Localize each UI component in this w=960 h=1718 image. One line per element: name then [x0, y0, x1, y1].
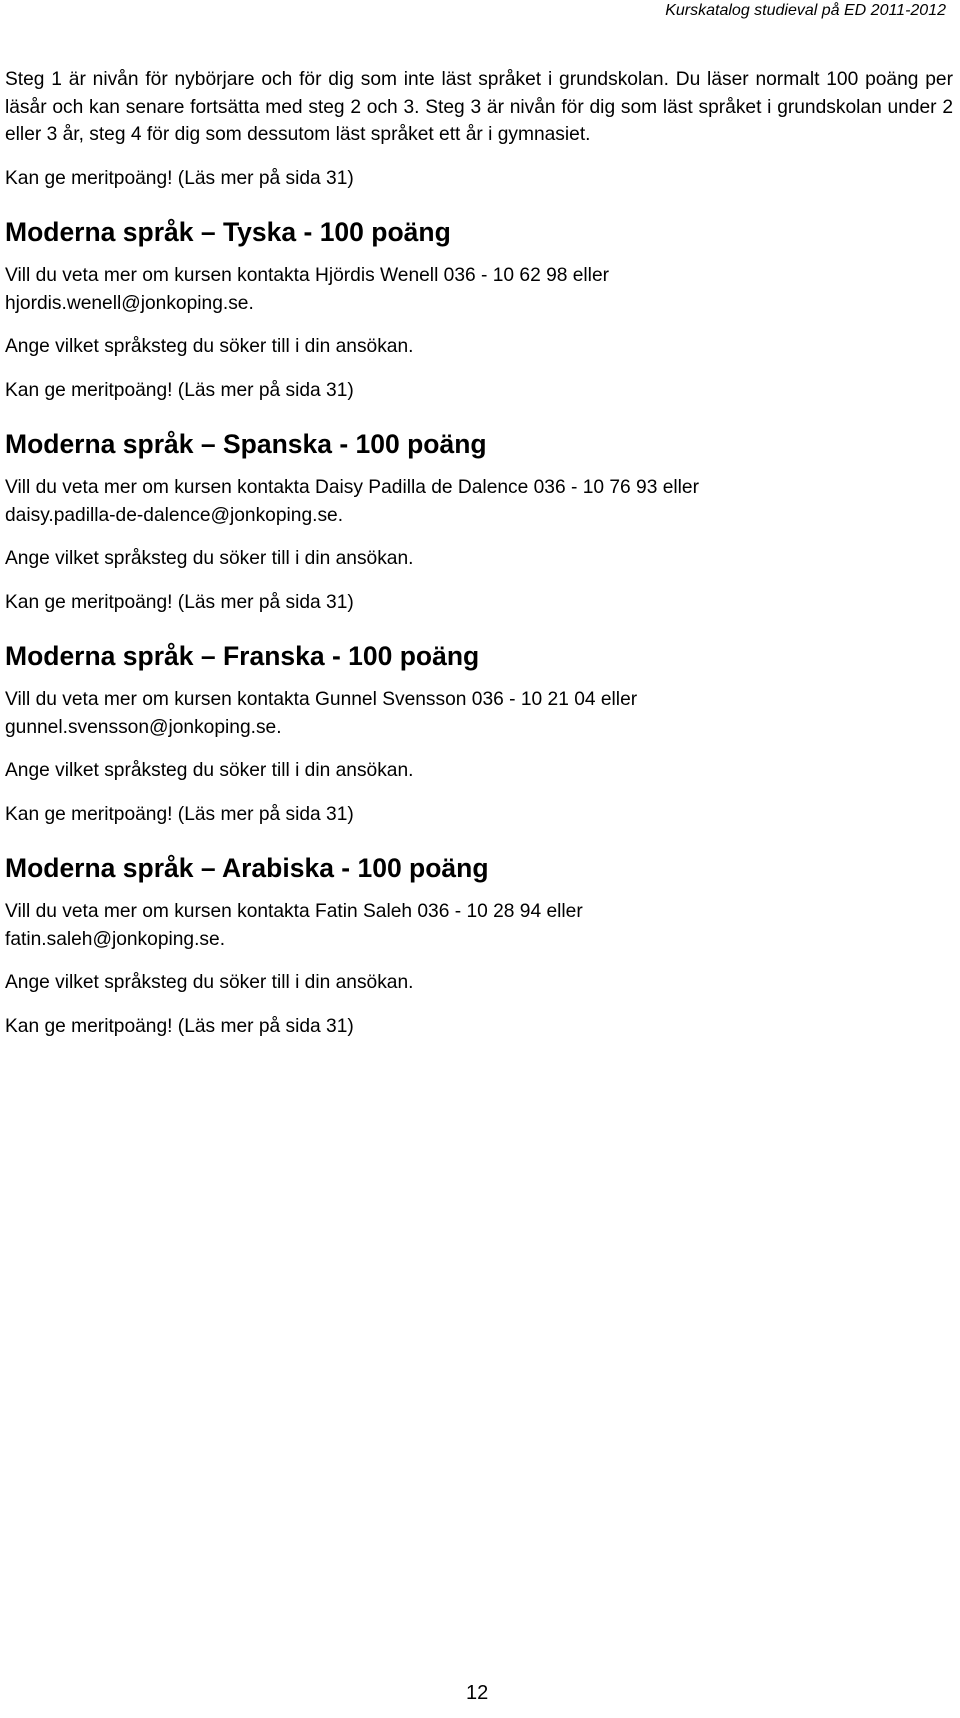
course-franska	[5, 640, 953, 828]
intro-merit-note: Kan ge meritpoäng! (Läs mer på sida 31)	[5, 167, 354, 189]
course-spanska	[5, 428, 953, 616]
running-header: Kurskatalog studieval på ED 2011-2012	[665, 2, 946, 19]
course-arabiska	[5, 852, 953, 1040]
contact-line: Vill du veta mer om kursen kontakta Gunnel Svensson 036 - 10 21 04 eller	[5, 689, 638, 710]
contact-line: Vill du veta mer om kursen kontakta Hjördis Wenell 036 - 10 62 98 eller	[5, 265, 610, 286]
course-heading: Moderna språk – Franska - 100 poäng	[5, 641, 480, 671]
merit-note: Kan ge meritpoäng! (Läs mer på sida 31)	[5, 379, 354, 401]
application-note: Ange vilket språksteg du söker till i din ansökan.	[5, 972, 414, 993]
course-tyska	[5, 216, 953, 404]
merit-note: Kan ge meritpoäng! (Läs mer på sida 31)	[5, 1015, 354, 1037]
intro-paragraph: Steg 1 är nivån för nybörjare och för dig som inte läst språket i grundskolan. Du läser normalt 100 poäng per läsår och kan senare fortsätta med steg 2 och 3. Steg 3 är nivån för dig som läst språket i grundskolan under 2 eller 3 år, steg 4 för dig som dessutom läst språket ett år i gymnasiet.	[5, 69, 953, 145]
contact-email: daisy.padilla-de-dalence@jonkoping.se.	[5, 504, 344, 526]
contact-line: Vill du veta mer om kursen kontakta Daisy Padilla de Dalence 036 - 10 76 93 eller	[5, 477, 699, 498]
application-note: Ange vilket språksteg du söker till i din ansökan.	[5, 336, 414, 357]
application-note: Ange vilket språksteg du söker till i din ansökan.	[5, 548, 414, 569]
contact-email: fatin.saleh@jonkoping.se.	[5, 928, 226, 950]
course-heading: Moderna språk – Spanska - 100 poäng	[5, 429, 487, 459]
course-heading: Moderna språk – Arabiska - 100 poäng	[5, 853, 489, 883]
page-content	[5, 66, 953, 1040]
merit-note: Kan ge meritpoäng! (Läs mer på sida 31)	[5, 803, 354, 825]
application-note: Ange vilket språksteg du söker till i din ansökan.	[5, 760, 414, 781]
page-number: 12	[466, 1682, 489, 1704]
merit-note: Kan ge meritpoäng! (Läs mer på sida 31)	[5, 591, 354, 613]
course-heading: Moderna språk – Tyska - 100 poäng	[5, 217, 451, 247]
contact-line: Vill du veta mer om kursen kontakta Fatin Saleh 036 - 10 28 94 eller	[5, 901, 583, 922]
contact-email: gunnel.svensson@jonkoping.se.	[5, 716, 282, 738]
contact-email: hjordis.wenell@jonkoping.se.	[5, 292, 254, 314]
